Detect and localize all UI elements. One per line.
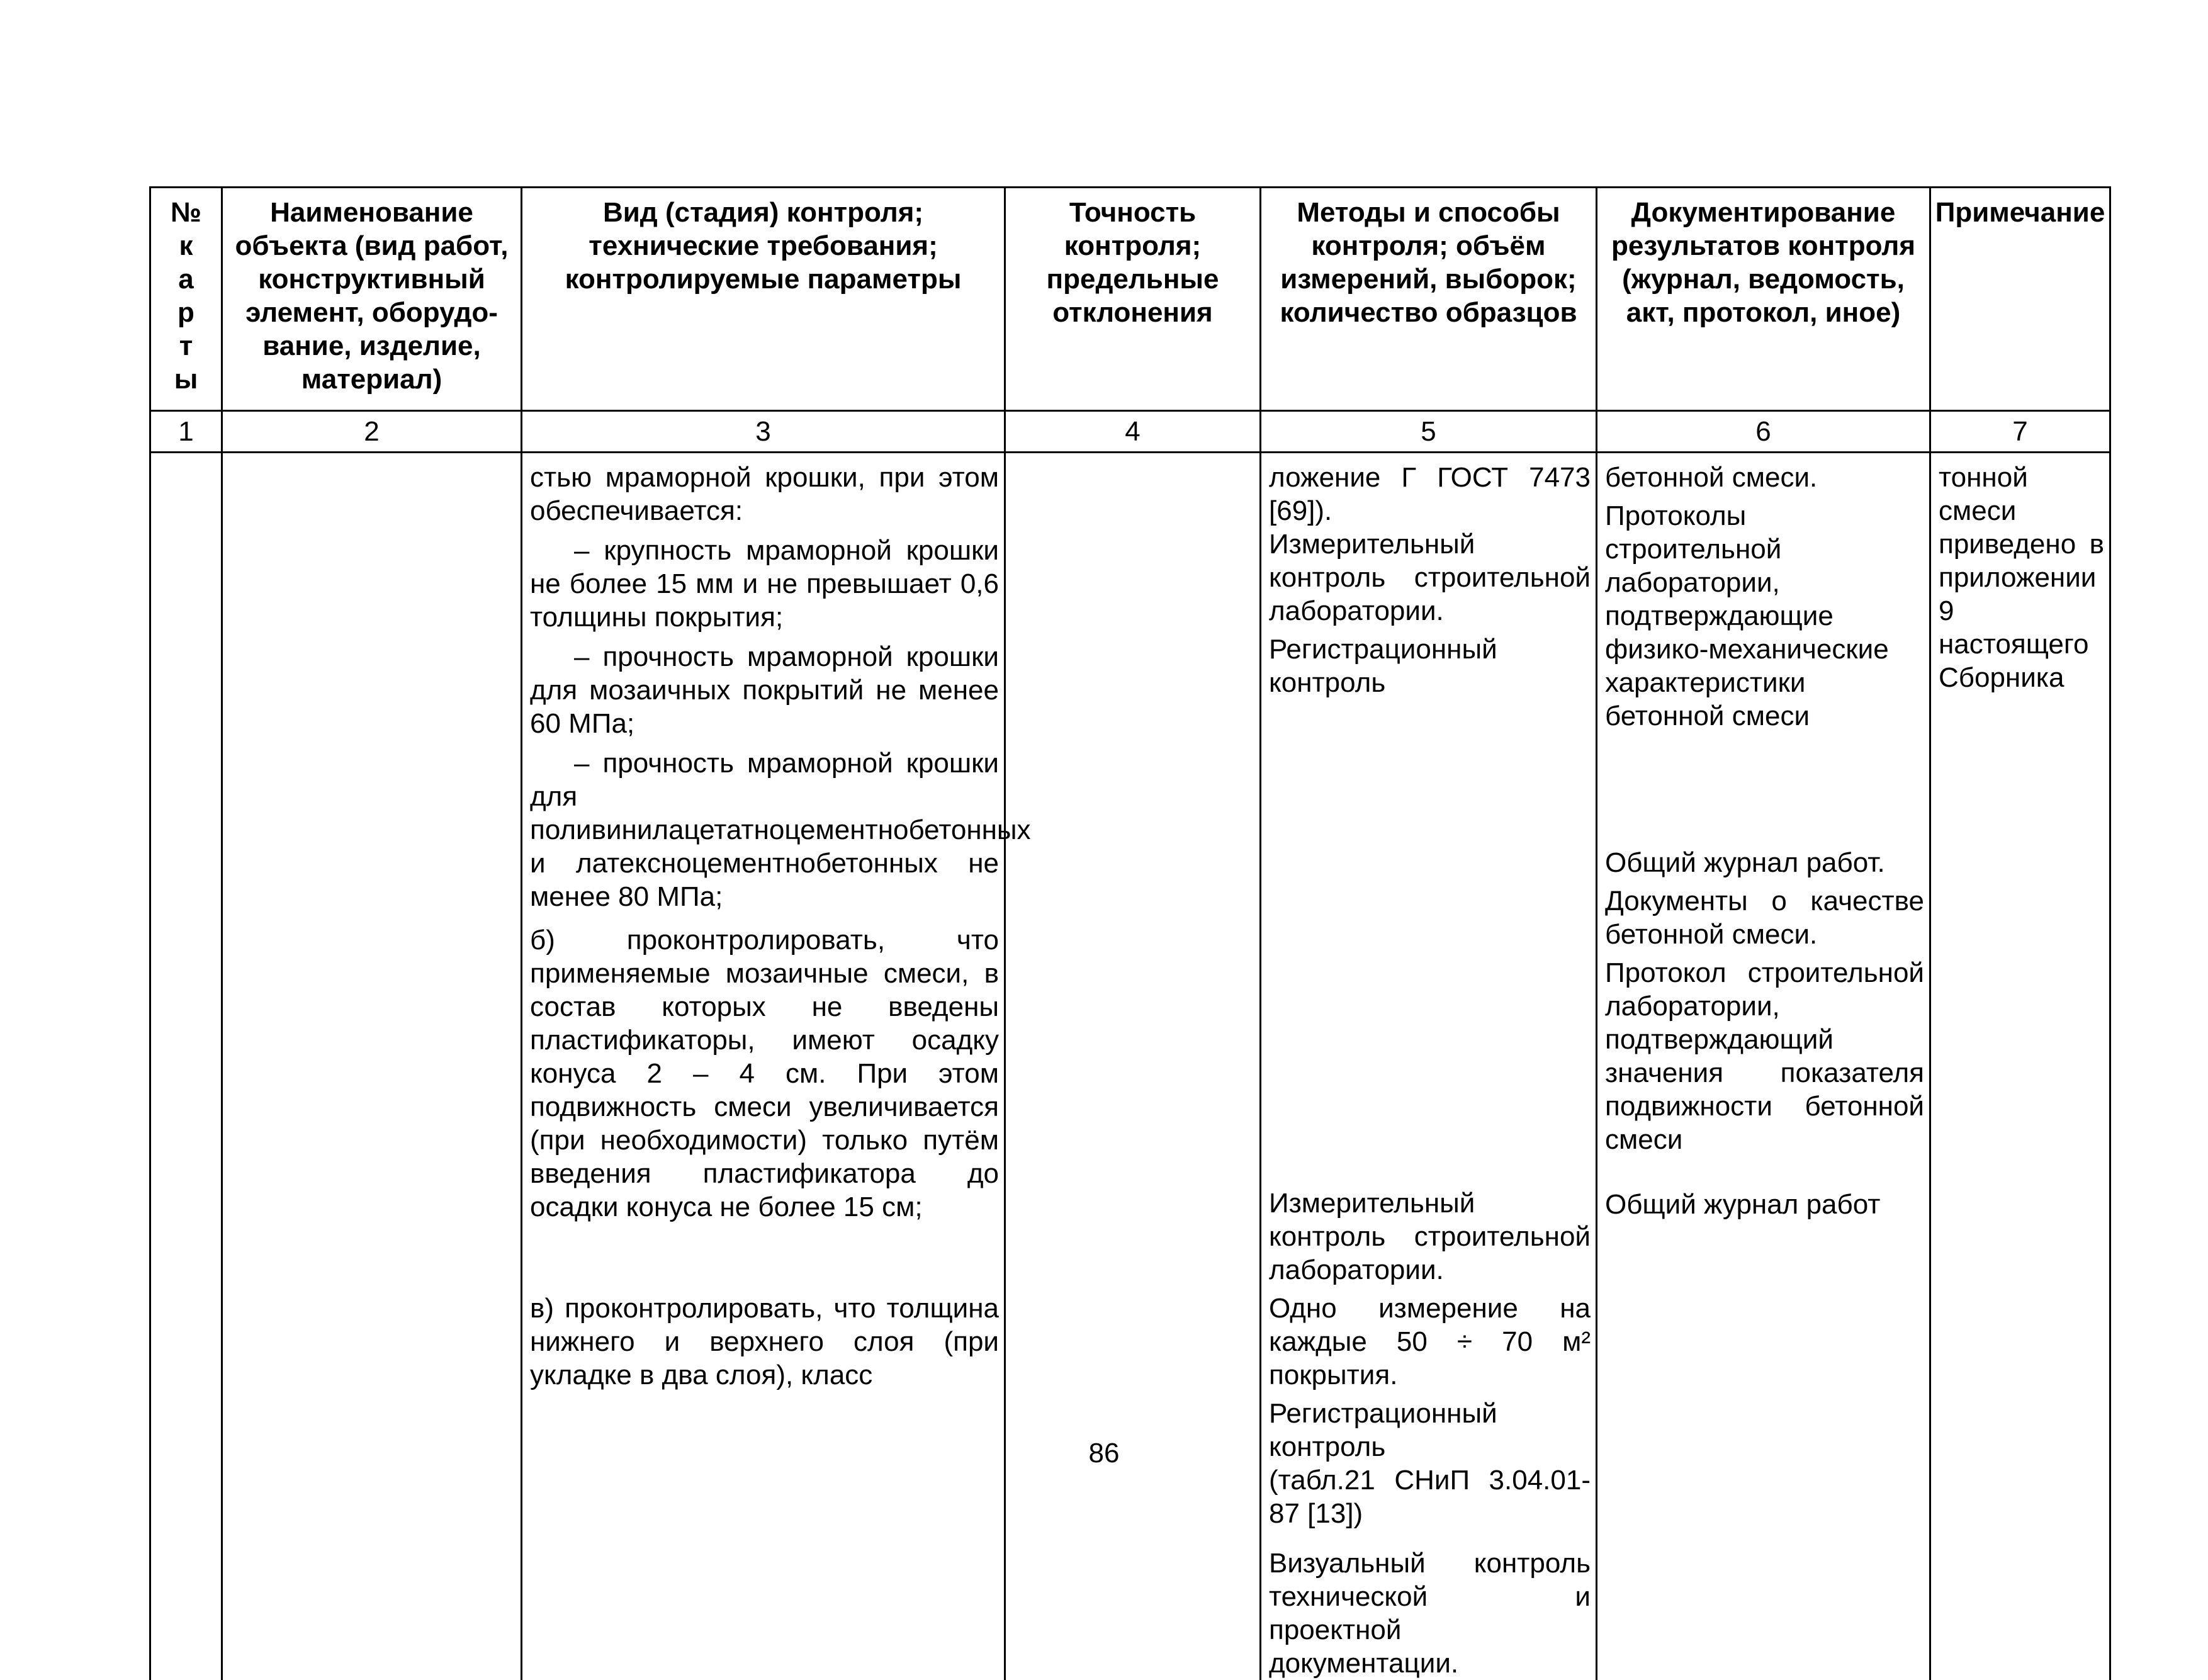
note-text: тонной смеси приведено в приложении 9 настоящего Сборника <box>1939 461 2104 694</box>
document-text: Протоколы строительной лаборатории, подтверждающие физико-механические характеристики бетонной смеси <box>1605 499 1924 733</box>
header-card-letter: № <box>154 196 218 229</box>
requirement-item-v: в) проконтролировать, что толщина нижнего и верхнего слоя (при укладке в два слоя), класс <box>530 1292 999 1392</box>
method-text: Измерительный контроль строительной лаборатории. <box>1269 1187 1591 1287</box>
header-card-letter: р <box>154 296 218 329</box>
method-reference: (табл.21 СНиП 3.04.01-87 [13]) <box>1269 1463 1591 1530</box>
cell-object-name <box>222 453 522 1680</box>
column-number: 6 <box>1597 411 1930 453</box>
header-card-letter: ы <box>154 363 218 396</box>
document-text: Общий журнал работ. <box>1605 846 1924 879</box>
table-row <box>150 453 2110 1680</box>
document-text: бетонной смеси. <box>1605 461 1924 494</box>
requirement-text: стью мраморной крошки, при этом обеспечивается: <box>530 461 999 527</box>
header-documentation: Документирование результатов контроля (журнал, ведомость, акт, протокол, иное) <box>1597 188 1930 411</box>
method-text: ложение Г ГОСТ 7473 [69]). <box>1269 461 1591 527</box>
document-text: Общий журнал работ <box>1605 1188 1924 1221</box>
requirement-item: – прочность мраморной крошки для мозаичных покрытий не менее 60 МПа; <box>530 640 999 740</box>
header-control-type: Вид (стадия) контроля; технические требования; контролируемые параметры <box>522 188 1005 411</box>
cell-documentation <box>1597 453 1930 1680</box>
method-text: Регистрационный контроль <box>1269 633 1591 699</box>
header-object-name: Наименование объекта (вид работ, конструктивный элемент, оборудо-вание, изделие, материал) <box>222 188 522 411</box>
cell-note <box>1930 453 2110 1680</box>
page-number: 86 <box>0 1438 2208 1469</box>
header-card-letter: к <box>154 229 218 262</box>
header-methods: Методы и способы контроля; объём измерений, выборок; количество образцов <box>1261 188 1597 411</box>
document-text: Протокол строительной лаборатории, подтверждающий значения показателя подвижности бетонной смеси <box>1605 956 1924 1156</box>
header-card-letter: а <box>154 262 218 296</box>
method-text: Визуальный контроль технической и проектной документации. <box>1269 1547 1591 1680</box>
method-text: Регистрационный контроль <box>1269 1397 1591 1463</box>
header-note: Примечание <box>1930 188 2110 411</box>
column-number: 5 <box>1261 411 1597 453</box>
cell-methods <box>1261 453 1597 1680</box>
method-text: Одно измерение на каждые 50 ÷ 70 м² покрытия. <box>1269 1292 1591 1392</box>
method-text: Измерительный контроль строительной лаборатории. <box>1269 527 1591 628</box>
column-number: 3 <box>522 411 1005 453</box>
column-number: 7 <box>1930 411 2110 453</box>
column-number: 2 <box>222 411 522 453</box>
requirement-item-b: б) проконтролировать, что применяемые мозаичные смеси, в состав которых не введены пластификаторы, имеют осадку конуса 2 – 4 см. При этом подвижность смеси увеличивается (при необходимости) только путём введения пластификатора до осадки конуса не более 15 см; <box>530 923 999 1224</box>
header-accuracy: Точность контроля; предельные отклонения <box>1005 188 1261 411</box>
cell-control-requirements <box>522 453 1005 1680</box>
document-text: Документы о качестве бетонной смеси. <box>1605 884 1924 951</box>
requirement-item: – крупность мраморной крошки не более 15 мм и не превышает 0,6 толщины покрытия; <box>530 534 999 634</box>
requirement-item: – прочность мраморной крошки для поливинилацетатноцементнобетонных и латексноцементнобетонных не менее 80 МПа; <box>530 747 999 913</box>
header-card-number <box>150 188 222 411</box>
header-row <box>150 188 2110 411</box>
cell-accuracy <box>1005 453 1261 1680</box>
column-number: 1 <box>150 411 222 453</box>
cell-card-number <box>150 453 222 1680</box>
header-card-letter: т <box>154 329 218 363</box>
column-number-row <box>150 411 2110 453</box>
column-number: 4 <box>1005 411 1261 453</box>
